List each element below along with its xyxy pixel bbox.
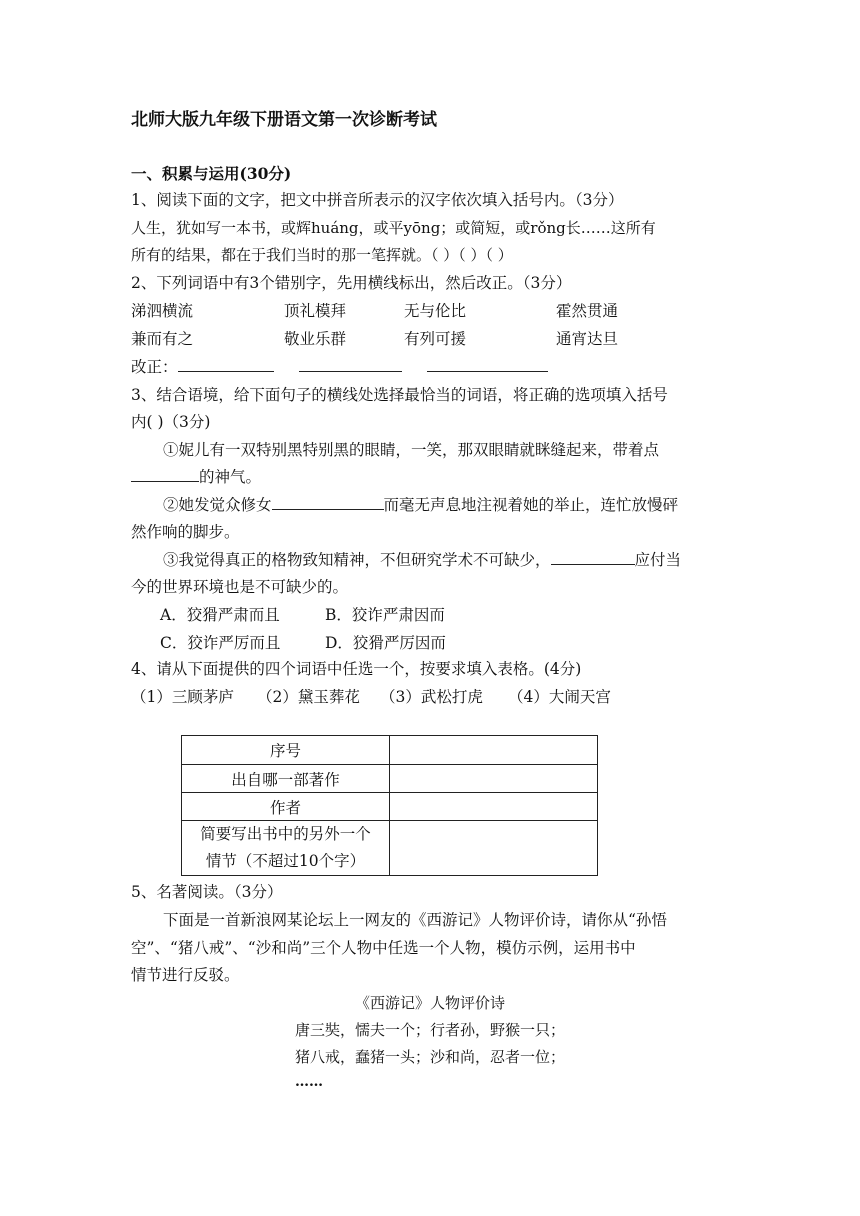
document-title: 北师大版九年级下册语文第一次诊断考试: [131, 110, 437, 130]
table-answer-cell[interactable]: [390, 736, 598, 765]
table-row: [182, 736, 598, 765]
q4-choice: （2）黛玉葬花: [257, 688, 360, 706]
table-label-line: 情节（不超过10个字）: [205, 852, 366, 870]
table-answer-cell[interactable]: [390, 821, 598, 876]
q2-word-row: [131, 329, 618, 349]
q2-word: 涕泗横流: [131, 302, 194, 320]
table-label-cell: 序号: [182, 736, 390, 765]
q3-options-row: [160, 633, 446, 653]
q2-word: 敬业乐群: [284, 330, 347, 348]
q1-stem: 1、阅读下面的文字，把文中拼音所表示的汉字依次填入括号内。（3分）: [131, 191, 624, 209]
table-row: [182, 821, 598, 876]
table-label-cell: [182, 821, 390, 876]
q3-sentence-text: 而毫无声息地注视着她的举止，连忙放慢砰: [383, 496, 679, 514]
q2-word: 顶礼模拜: [284, 302, 347, 320]
poem-title: 《西游记》人物评价诗: [354, 994, 505, 1012]
q3-option-d: D．狡猾严厉因而: [325, 634, 446, 652]
q5-stem: 5、名著阅读。（3分）: [131, 883, 283, 901]
q3-sentence-3: [163, 550, 681, 570]
q2-word: 有列可援: [404, 330, 467, 348]
q3-sentence-2-cont: 然作响的脚步。: [131, 523, 240, 541]
poem-line: 猪八戒，蠢猪一头；沙和尚，忍者一位；: [294, 1048, 565, 1066]
q4-choice: （4）大闹天宫: [508, 688, 611, 706]
q3-sentence-text: ③我觉得真正的格物致知精神，不但研究学术不可缺少，: [163, 551, 551, 569]
q3-sentence-2: [163, 495, 678, 515]
q3-option-a: A．狡猾严肃而且: [160, 606, 280, 624]
answer-blank[interactable]: [299, 357, 402, 372]
q2-word: 兼而有之: [131, 330, 194, 348]
q5-paragraph: 情节进行反驳。: [131, 966, 240, 984]
q2-word-row: [131, 301, 618, 321]
q3-stem: 3、结合语境，给下面句子的横线处选择最恰当的词语，将正确的选项填入括号: [131, 386, 668, 404]
q3-stem: 内( )（3分): [131, 413, 211, 431]
q5-paragraph: 空”、“猪八戒”、“沙和尚”三个人物中任选一个人物，模仿示例，运用书中: [131, 939, 636, 957]
q1-passage-line: 人生，犹如写一本书，或辉huáng，或平yōng；或简短，或rǒng长……这所有: [131, 219, 656, 237]
table-row: [182, 765, 598, 793]
q3-sentence-1: ①妮儿有一双特别黑特别黑的眼睛，一笑，那双眼睛就眯缝起来，带着点: [163, 441, 660, 459]
q2-word: 无与伦比: [404, 302, 467, 320]
q3-sentence-text: 应付当: [634, 551, 682, 569]
table-label-line: 简要写出书中的另外一个: [200, 825, 371, 843]
answer-blank[interactable]: [178, 357, 274, 372]
answer-blank[interactable]: [427, 357, 548, 372]
table-answer-cell[interactable]: [390, 793, 598, 821]
poem-line: 唐三奘，懦夫一个；行者孙，野猴一只；: [294, 1021, 565, 1039]
q3-option-b: B．狡诈严肃因而: [325, 606, 445, 624]
q4-choice: （1）三顾茅庐: [131, 688, 234, 706]
q3-sentence-text: 的神气。: [199, 468, 262, 486]
answer-blank[interactable]: [272, 495, 384, 510]
section-heading: 一、积累与运用(30分): [131, 164, 292, 183]
answer-blank[interactable]: [551, 550, 635, 565]
q3-options-row: [160, 605, 445, 625]
table-label-cell: 作者: [182, 793, 390, 821]
q3-sentence-3-cont: 今的世界环境也是不可缺少的。: [131, 578, 349, 596]
q1-passage-line: 所有的结果，都在于我们当时的那一笔挥就。（ ）（ ）（ ）: [131, 246, 513, 264]
q2-word: 霍然贯通: [556, 302, 619, 320]
q4-choices: [131, 687, 611, 707]
q4-answer-table: [181, 735, 598, 876]
q4-choice: （3）武松打虎: [380, 688, 483, 706]
poem-ellipsis: ……: [295, 1074, 323, 1090]
q3-sentence-1-cont: [131, 467, 261, 487]
q4-stem: 4、请从下面提供的四个词语中任选一个，按要求填入表格。(4分): [131, 660, 582, 678]
q2-stem: 2、下列词语中有3个错别字，先用横线标出，然后改正。（3分）: [131, 274, 572, 292]
q2-correction-line: [131, 357, 548, 377]
table-answer-cell[interactable]: [390, 765, 598, 793]
table-label-cell: 出自哪一部著作: [182, 765, 390, 793]
q2-word: 通宵达旦: [556, 330, 619, 348]
q3-sentence-text: ②她发觉众修女: [163, 496, 272, 514]
table-row: [182, 793, 598, 821]
answer-blank[interactable]: [131, 467, 199, 482]
q3-option-c: C．狡诈严厉而且: [160, 634, 281, 652]
q5-paragraph: 下面是一首新浪网某论坛上一网友的《西游记》人物评价诗，请你从“孙悟: [163, 911, 667, 929]
q2-correction-label: 改正：: [131, 358, 178, 376]
